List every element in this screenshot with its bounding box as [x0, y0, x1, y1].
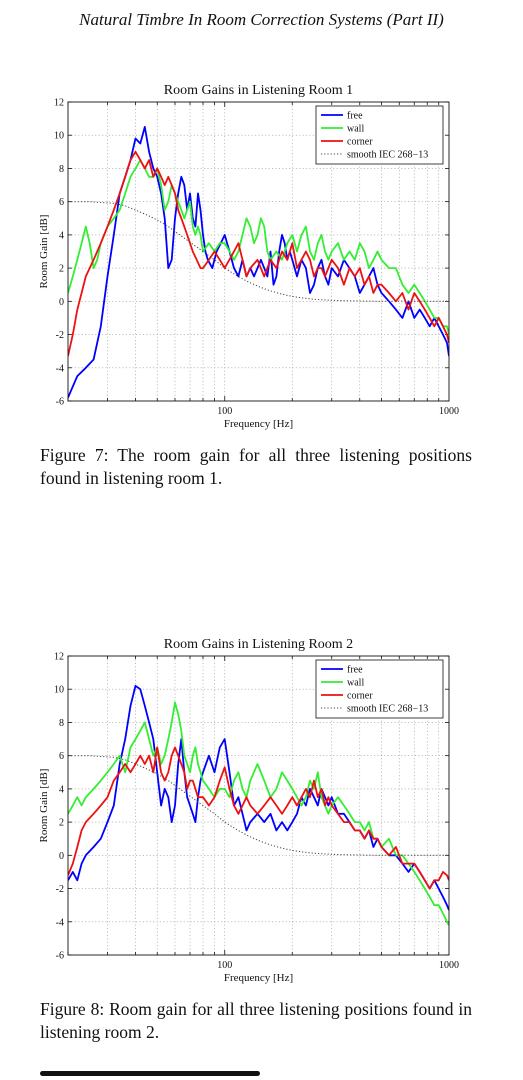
series-line-0 — [68, 686, 449, 910]
x-tick-label: 100 — [217, 960, 233, 971]
chart-title: Room Gains in Listening Room 2 — [163, 637, 354, 652]
y-tick-label: -4 — [55, 363, 64, 375]
y-tick-label: -2 — [55, 330, 64, 342]
x-axis-label: Frequency [Hz] — [223, 972, 294, 984]
series-line-1 — [68, 160, 449, 335]
y-tick-label: 8 — [59, 717, 64, 729]
series-line-3 — [68, 202, 449, 302]
x-tick-label: 1000 — [439, 960, 459, 971]
legend-label: corner — [347, 136, 373, 148]
y-tick-label: 10 — [54, 130, 64, 142]
y-tick-label: 12 — [54, 97, 64, 109]
y-tick-label: 2 — [59, 263, 64, 275]
legend-label: free — [347, 664, 363, 676]
y-tick-label: 12 — [54, 651, 64, 663]
legend-label: corner — [347, 690, 373, 702]
figure-7-caption: Figure 7: The room gain for all three listening positions found in listening room 1. — [40, 445, 472, 488]
y-tick-label: 6 — [59, 197, 64, 209]
home-indicator — [40, 1071, 260, 1076]
chart-room-2 — [0, 626, 523, 986]
series-line-2 — [68, 149, 449, 356]
y-tick-label: -6 — [55, 396, 64, 408]
y-tick-label: 4 — [59, 784, 64, 796]
chart-room-1 — [0, 72, 523, 432]
figure-8-caption: Figure 8: Room gain for all three listening positions found in listening room 2. — [40, 999, 472, 1042]
legend-label: smooth IEC 268−13 — [347, 703, 429, 715]
y-tick-label: 8 — [59, 163, 64, 175]
y-tick-label: 4 — [59, 230, 64, 242]
chart-title: Room Gains in Listening Room 1 — [163, 83, 354, 98]
legend — [316, 106, 443, 164]
y-tick-label: -2 — [55, 884, 64, 896]
legend-label: wall — [347, 123, 365, 135]
figure-8 — [0, 626, 523, 986]
legend-label: free — [347, 110, 363, 122]
y-axis-label: Room Gain [dB] — [38, 214, 50, 289]
plot-area — [68, 686, 449, 925]
x-axis-label: Frequency [Hz] — [223, 418, 294, 430]
legend — [316, 660, 443, 718]
legend-label: smooth IEC 268−13 — [347, 149, 429, 161]
figure-7 — [0, 72, 523, 432]
y-axis-label: Room Gain [dB] — [38, 768, 50, 843]
running-head: Natural Timbre In Room Correction Systems (Part II) — [79, 10, 444, 29]
y-tick-label: -6 — [55, 950, 64, 962]
x-tick-label: 100 — [217, 406, 233, 417]
y-tick-label: 10 — [54, 684, 64, 696]
y-tick-label: 0 — [59, 296, 64, 308]
y-tick-label: 6 — [59, 751, 64, 763]
legend-label: wall — [347, 677, 365, 689]
y-tick-label: 0 — [59, 850, 64, 862]
x-tick-label: 1000 — [439, 406, 459, 417]
plot-area — [68, 127, 449, 398]
y-tick-label: -4 — [55, 917, 64, 929]
y-tick-label: 2 — [59, 817, 64, 829]
